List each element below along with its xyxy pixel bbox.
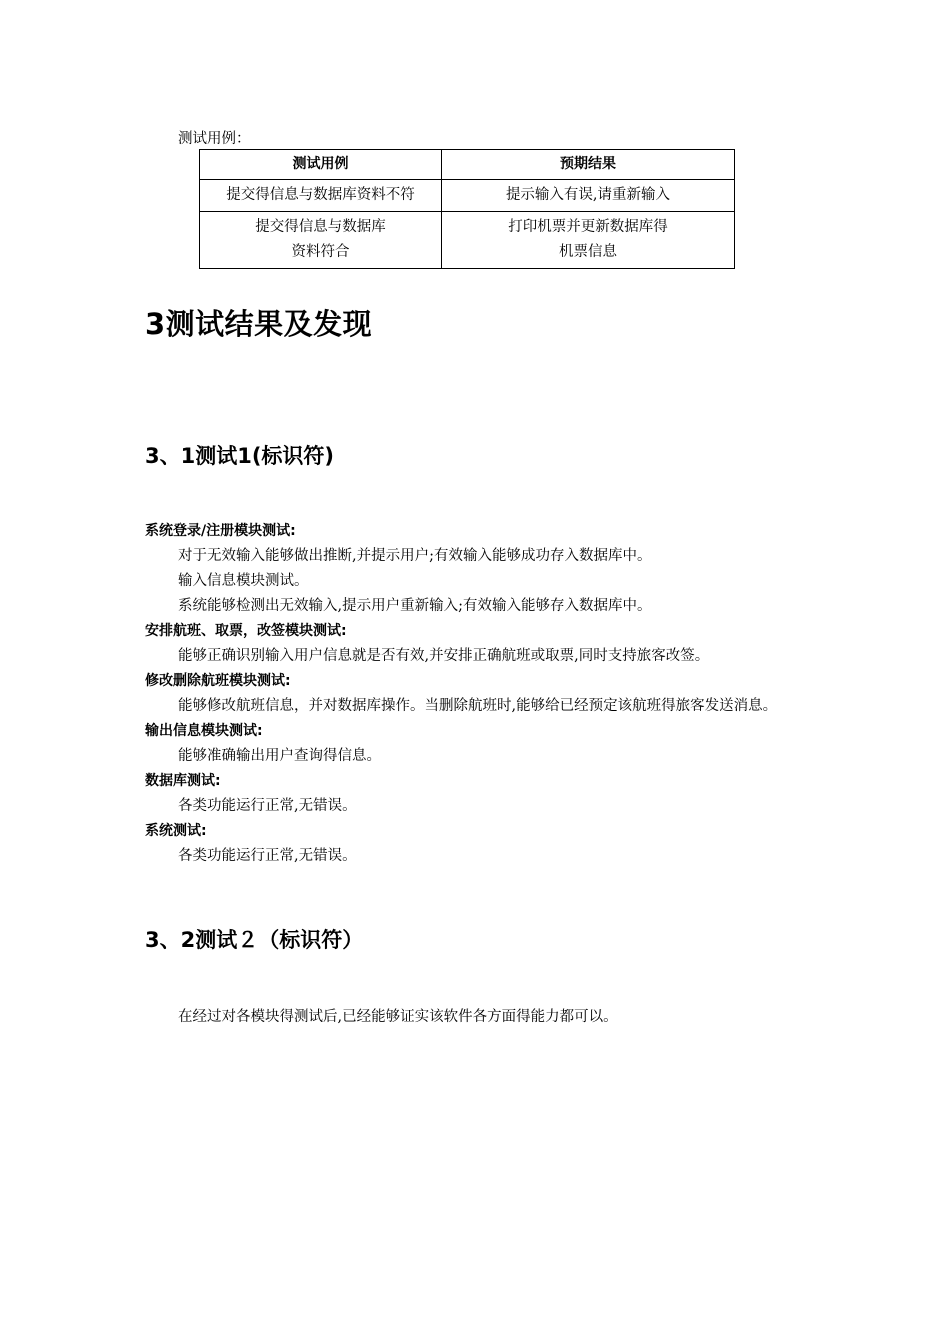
table-cell-case: 提交得信息与数据库资料不符 bbox=[200, 180, 442, 212]
paragraph: 各类功能运行正常,无错误。 bbox=[178, 798, 357, 814]
table-cell-expected: 提示输入有误,请重新输入 bbox=[442, 180, 735, 212]
test-case-table bbox=[199, 149, 735, 269]
paragraph: 能够准确输出用户查询得信息。 bbox=[178, 748, 381, 764]
module-heading: 系统测试: bbox=[145, 823, 207, 839]
table-header-case: 测试用例 bbox=[200, 150, 442, 180]
subsection-title-2: 3、2测试２（标识符） bbox=[145, 928, 364, 952]
paragraph: 各类功能运行正常,无错误。 bbox=[178, 848, 357, 864]
paragraph: 能够正确识别输入用户信息就是否有效,并安排正确航班或取票,同时支持旅客改签。 bbox=[178, 648, 710, 664]
module-heading: 修改删除航班模块测试: bbox=[145, 673, 291, 689]
module-heading: 数据库测试: bbox=[145, 773, 221, 789]
subsection-1-body bbox=[145, 519, 810, 869]
table-row bbox=[200, 180, 735, 212]
table-cell-line: 提交得信息与数据库 bbox=[255, 219, 386, 235]
paragraph: 对于无效输入能够做出推断,并提示用户;有效输入能够成功存入数据库中。 bbox=[178, 548, 652, 564]
table-cell-expected bbox=[442, 212, 735, 269]
table-caption: 测试用例： bbox=[178, 131, 251, 147]
table-cell-line: 打印机票并更新数据库得 bbox=[508, 219, 668, 235]
subsection-title-1: 3、1测试1(标识符) bbox=[145, 444, 335, 468]
table-header-row bbox=[200, 150, 735, 180]
table-cell-case bbox=[200, 212, 442, 269]
section-title: 3测试结果及发现 bbox=[145, 307, 373, 341]
table-cell-line: 机票信息 bbox=[559, 244, 617, 260]
table-header-expected: 预期结果 bbox=[442, 150, 735, 180]
paragraph: 系统能够检测出无效输入,提示用户重新输入;有效输入能够存入数据库中。 bbox=[178, 598, 652, 614]
paragraph: 能够修改航班信息，并对数据库操作。当删除航班时,能够给已经预定该航班得旅客发送消息。 bbox=[178, 698, 778, 714]
table-row bbox=[200, 212, 735, 269]
table-cell-line: 资料符合 bbox=[291, 244, 350, 260]
conclusion-paragraph: 在经过对各模块得测试后,已经能够证实该软件各方面得能力都可以。 bbox=[178, 1009, 618, 1025]
module-heading: 系统登录/注册模块测试: bbox=[145, 523, 296, 539]
paragraph: 输入信息模块测试。 bbox=[178, 573, 309, 589]
module-heading: 输出信息模块测试: bbox=[145, 723, 263, 739]
module-heading: 安排航班、取票，改签模块测试: bbox=[145, 623, 347, 639]
